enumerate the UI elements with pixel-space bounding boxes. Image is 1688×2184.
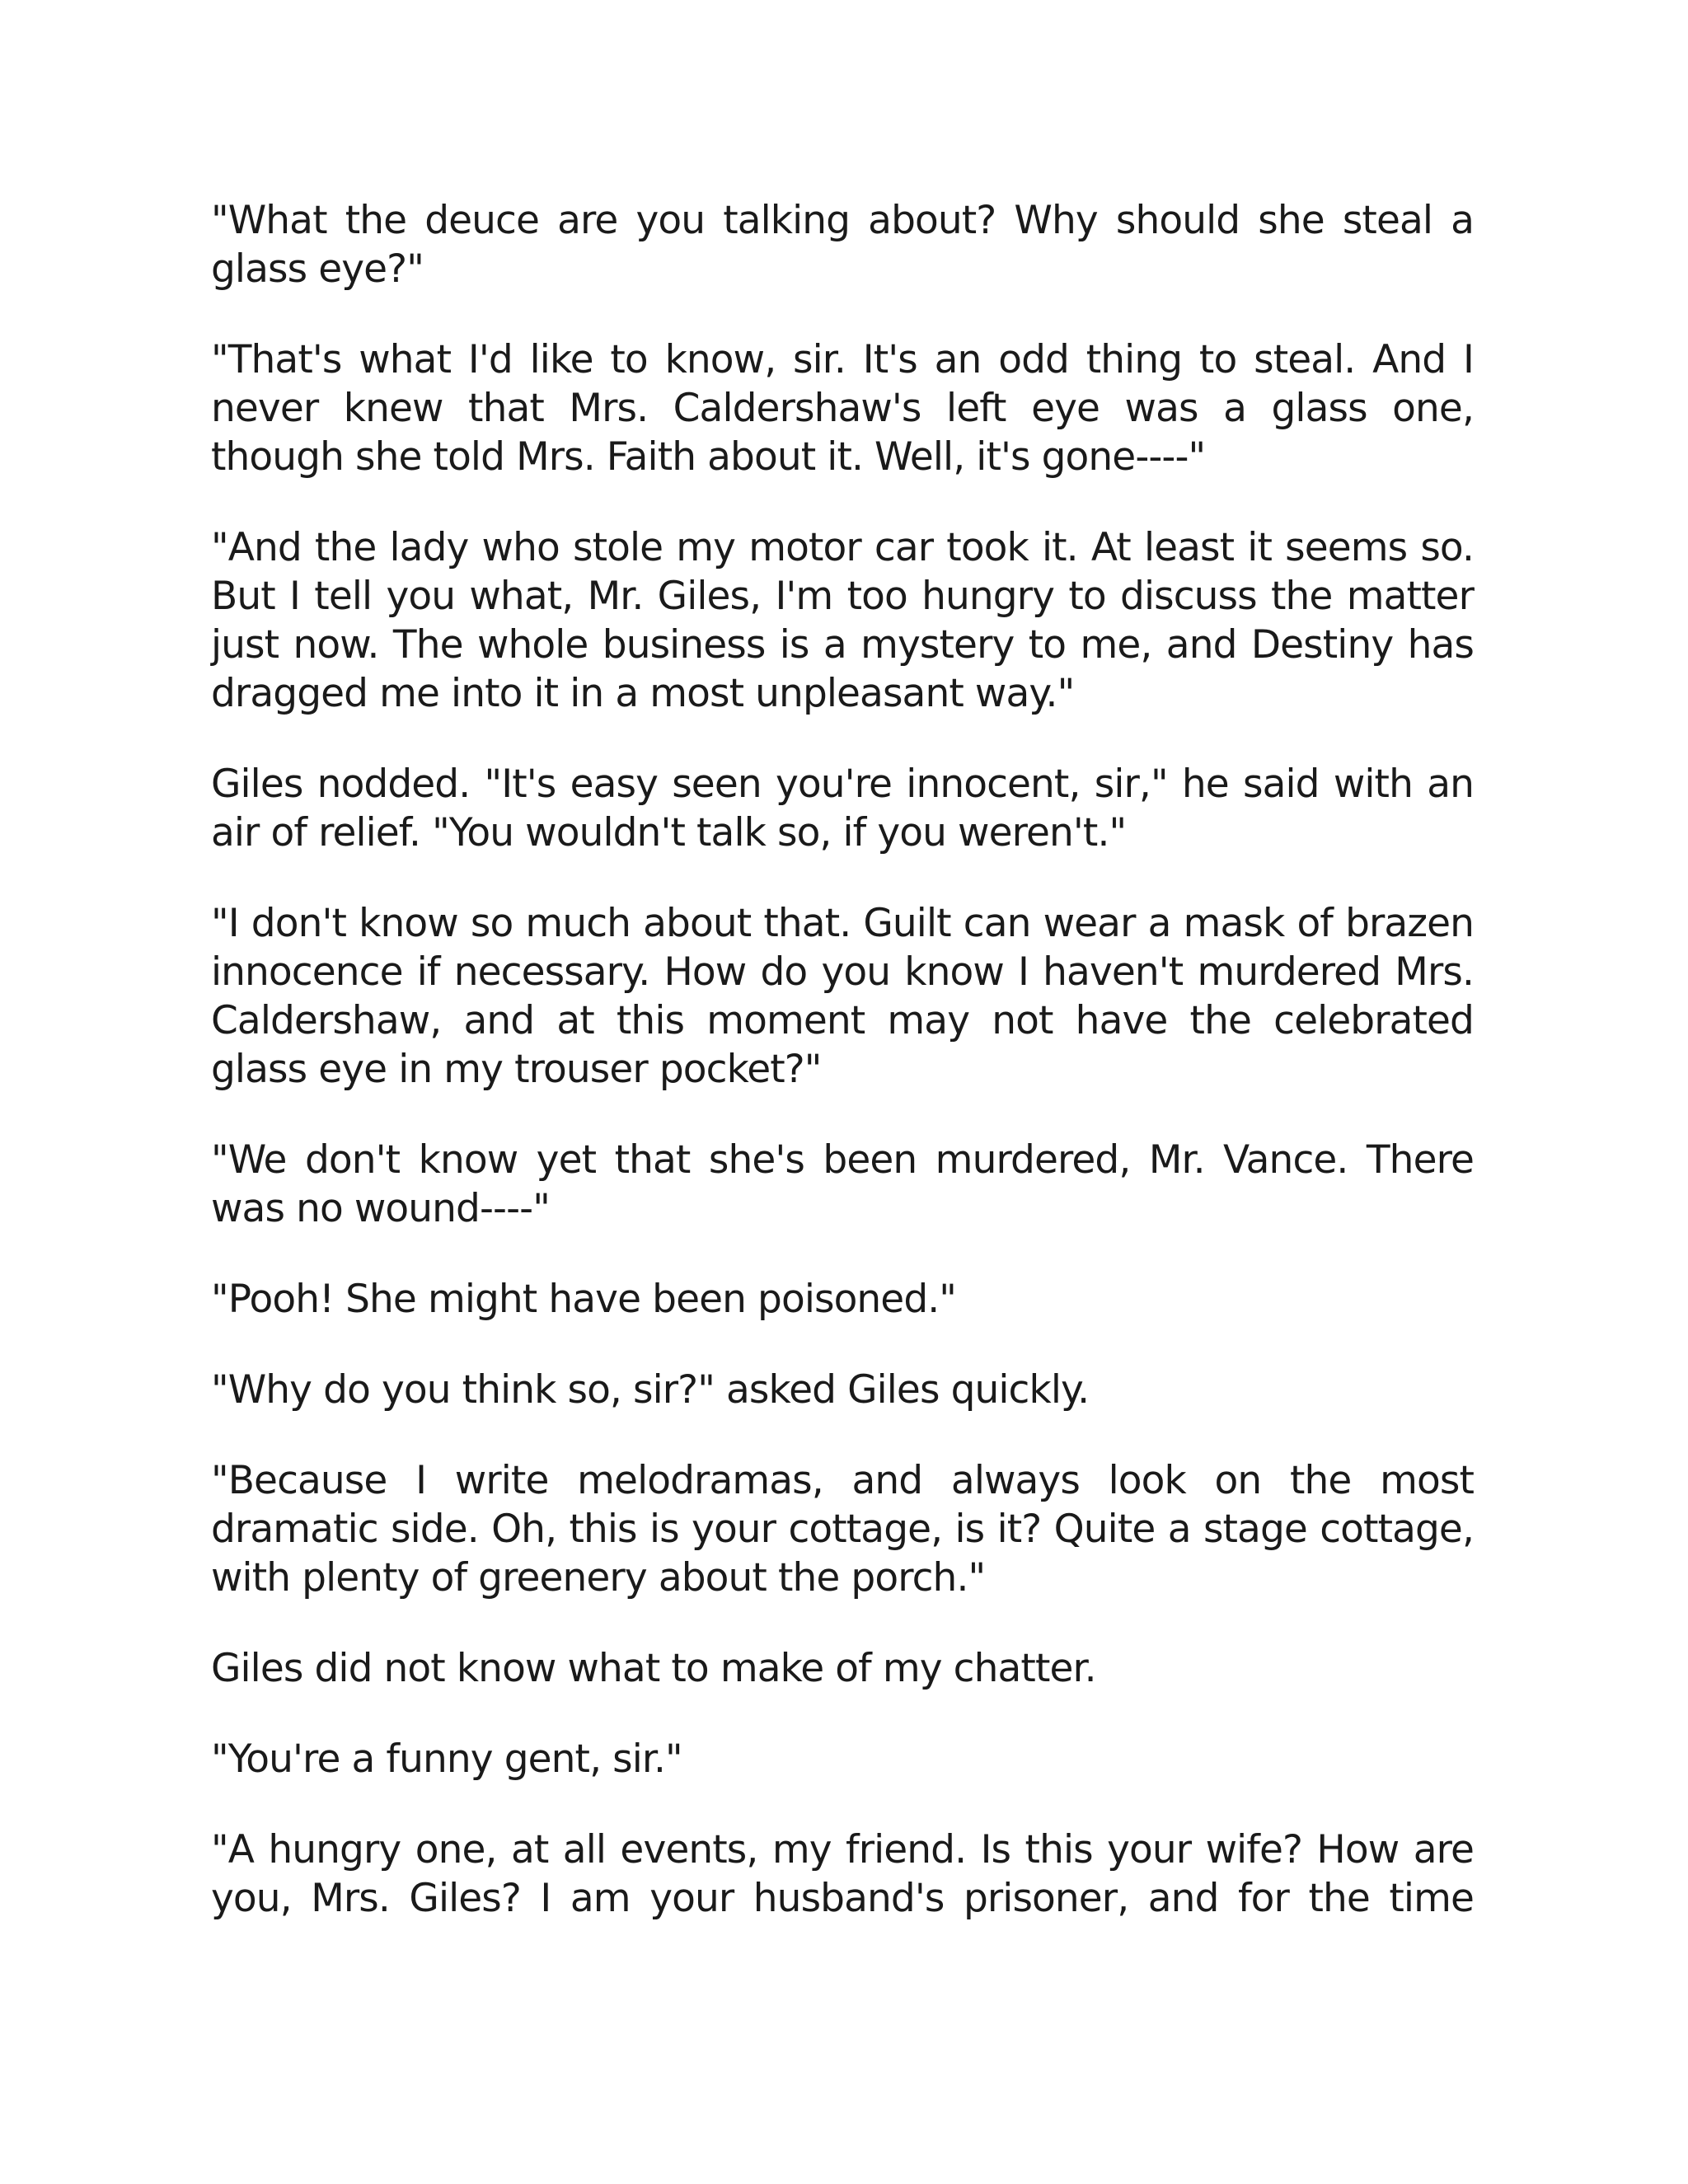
paragraph-2: "That's what I'd like to know, sir. It's an odd thing to steal. And I never knew that Mrs. Caldershaw's left eye was a glass one, though she told Mrs. Faith about it. Well, it's gone----" (211, 337, 1474, 480)
paragraph-1: "What the deuce are you talking about? Why should she steal a glass eye?" (211, 198, 1474, 292)
paragraph-8: "Why do you think so, sir?" asked Giles quickly. (211, 1367, 1090, 1413)
paragraph-12: "A hungry one, at all events, my friend. Is this your wife? How are you, Mrs. Giles? I am your husband's prisoner, and for the time (211, 1827, 1474, 1921)
paragraph-6: "We don't know yet that she's been murdered, Mr. Vance. There was no wound----" (211, 1137, 1474, 1231)
paragraph-11: "You're a funny gent, sir." (211, 1736, 682, 1782)
paragraph-4: Giles nodded. "It's easy seen you're innocent, sir," he said with an air of relief. "You wouldn't talk so, if you weren't." (211, 762, 1474, 855)
text-column (211, 196, 1474, 1965)
paragraph-3: "And the lady who stole my motor car took it. At least it seems so. But I tell you what, Mr. Giles, I'm too hungry to discuss the matter just now. The whole business is a mystery to me, and Destiny has dragged me into it in a most unpleasant way." (211, 525, 1474, 716)
paragraph-5: "I don't know so much about that. Guilt can wear a mask of brazen innocence if necessary. How do you know I haven't murdered Mrs. Caldershaw, and at this moment may not have the celebrated glass eye in my trouser pocket?" (211, 901, 1474, 1092)
paragraph-7: "Pooh! She might have been poisoned." (211, 1277, 957, 1322)
paragraph-10: Giles did not know what to make of my chatter. (211, 1646, 1096, 1691)
paragraph-9: "Because I write melodramas, and always look on the most dramatic side. Oh, this is your cottage, is it? Quite a stage cottage, with plenty of greenery about the porch." (211, 1458, 1474, 1601)
